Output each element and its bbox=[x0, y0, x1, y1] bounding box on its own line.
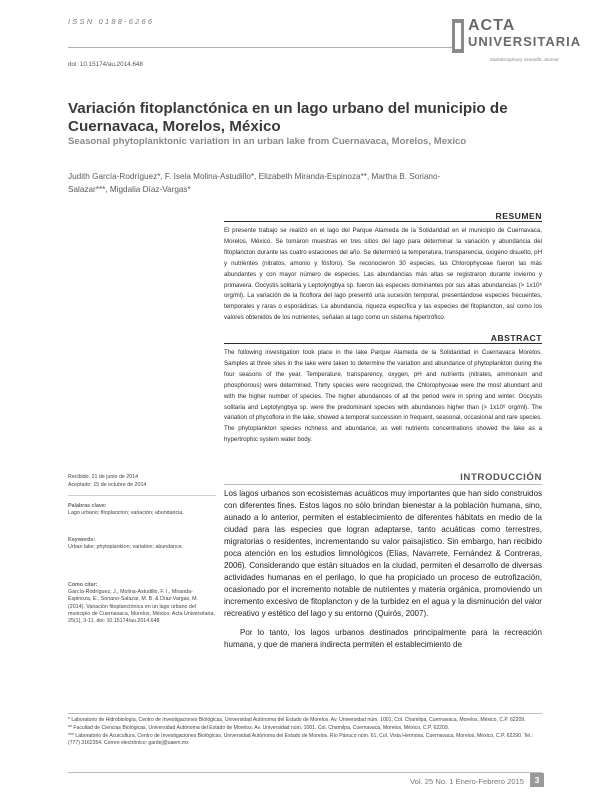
citation-block bbox=[68, 582, 216, 625]
author-list: Judith García-Rodríguez*, F. Isela Molina-Astudillo*, Elizabeth Miranda-Espinoza**, Martha B. Soriano-Salazar***, Migdalia Díaz-Vargas* bbox=[68, 172, 441, 194]
introduccion-heading: INTRODUCCIÓN bbox=[460, 472, 542, 483]
logo-mark-icon bbox=[452, 19, 464, 53]
resumen-rule bbox=[224, 221, 542, 222]
keywords-es-block bbox=[68, 503, 216, 517]
citation-label: Cómo citar: bbox=[68, 582, 98, 588]
footnotes-rule bbox=[68, 713, 542, 714]
keywords-es-label: Palabras clave: bbox=[68, 503, 107, 509]
footnotes bbox=[68, 717, 542, 748]
article-title-english: Seasonal phytoplanktonic variation in an urban lake from Cuernavaca, Morelos, Mexico bbox=[68, 136, 467, 147]
keywords-en-block bbox=[68, 537, 216, 551]
introduccion-rule bbox=[224, 484, 542, 485]
footnote-3: *** Laboratorio de Acuicultura, Centro de Investigaciones Biológicas, Universidad Autónoma del Estado de Morelos. Río Pánuco núm. 61, Col. Vista Hermosa, Cuernavaca, Morelos, México, C.P. 62290. Tel.: (777) 3162354. Correo electrónico: gardej@uaem.mx bbox=[68, 733, 533, 746]
abstract-heading: ABSTRACT bbox=[490, 333, 542, 343]
resumen-text: El presente trabajo se realizó en el lago del Parque Alameda de la Solidaridad en el municipio de Cuernavaca, Morelos, México. Se tomaron muestras en tres sitios del lago para determinar la variación y abundancia del fitoplancton durante las cuatro estaciones del año. Se determinó la temperatura, transparencia, oxígeno disuelto, pH y nutrientes (nitratos, amonio y fósforo). Se reconocieron 30 especies, las Chlorophyceae fueron las más abundantes y con mayor número de especies. Las abundancias más altas se registraron durante invierno y primavera. Oocystis solitaria y Leptolyngbya sp. fueron las especies dominantes por sus altas abundancias (> 1x10⁶ org/ml). La variación de la ficoflora del lago presentó una sucesión temporal, presentándose especies frecuentes, temporales y raras o esporádicas. La abundancia, riqueza específica y las especies del fitoplancton, así como los valores obtenidos de los nutrientes, señalan al lago como un sistema hipertrófico. bbox=[224, 227, 542, 322]
logo-tagline: Multidisciplinary Scientific Journal bbox=[490, 57, 559, 62]
keywords-es: Lago urbano; fitoplancton; variación; abundancia. bbox=[68, 510, 184, 517]
page-number: 3 bbox=[530, 773, 544, 787]
citation: García-Rodríguez, J., Molina-Astudillo, F. I., Miranda-Espinoza, E., Soriano-Salazar, M. B. & Díaz-Vargas, M. (2014). Variación fitoplanctónica en un lago urbano del municipio de Cuernavaca, Morelos, México. Acta Universitaria, 25(1), 3-11. doi: 10.15174/au.2014.648 bbox=[68, 589, 215, 625]
doi: doi: 10.15174/au.2014.648 bbox=[68, 61, 143, 68]
received-date: Recibido: 21 de junio de 2014 bbox=[68, 474, 139, 480]
accepted-date: Aceptado: 15 de octubre de 2014 bbox=[68, 482, 147, 488]
article-title: Variación fitoplanctónica en un lago urbano del municipio de Cuernavaca, Morelos, México bbox=[68, 100, 508, 135]
abstract-text: The following investigation took place in the lake Parque Alameda de la Solidaridad in Cuernavaca Morelos. Samples at three sites in the lake were taken to determine the variation and abundance of phytoplankton during the four seasons of the year. Temperature, transparency, oxygen, pH and nutrients (nitrates, ammonium and phosphorous) were determined. Thirty species were recognized, the Chlorophyceae were the most abundant and with the higher number of species. The higher abundances of all the period were in spring and winter. Oocystis solitaria and Leptolyngbya sp. were the predominant species with abundances higher than (> 1x10⁶ org/ml). The variation of phycoflora in the lake, showed a temporal succession in frequent, seasonal, occasional and rare species. The phytoplankton species richness and abundance, as well nutrients concentrations showed the lake as a hypertrophic system water body. bbox=[224, 349, 542, 444]
introduccion-body bbox=[224, 488, 542, 651]
journal-logo bbox=[452, 17, 582, 75]
resumen-heading: RESUMEN bbox=[495, 211, 542, 221]
footer-rule bbox=[68, 772, 542, 773]
issn: ISSN 0188-6266 bbox=[68, 17, 155, 26]
header-rule bbox=[68, 47, 454, 48]
introduccion-paragraph-2: Por lo tanto, los lagos urbanos destinados principalmente para la recreación humana, y que de manera indirecta permiten el establecimiento de bbox=[224, 627, 542, 649]
sidebar-rule bbox=[68, 495, 216, 496]
keywords-en-label: Keywords: bbox=[68, 537, 96, 543]
abstract-rule bbox=[224, 343, 542, 344]
footnote-2: ** Facultad de Ciencias Biológicas, Universidad Autónoma del Estado de Morelos. Av. Universidad núm. 1001, Col. Chamilpa, Cuernavaca, Morelos, México, C.P. 62209. bbox=[68, 725, 450, 731]
keywords-en: Urban lake; phytoplankton; variation; abundance. bbox=[68, 544, 184, 551]
introduccion-paragraph-1: Los lagos urbanos son ecosistemas acuáticos muy importantes que han sido construidos con diferentes fines. Estos lagos no sólo brindan bienestar a la población humana, sino, aunado a lo anterior, permiten el establecimiento de diferentes hábitats en medio de la ciudad para las especies que logran adaptarse, tanto acuáticas como terrestres, migratorias o residentes, incrementando su valor paisajístico. Sin embargo, han recibido poca atención en los estudios limnológicos (Elías, Navarrete, Fernández & Contreras, 2006). Considerando que están situados en la ciudad, permiten el desarrollo de diversas actividades humanas en el perilago, lo que ha propiciado un proceso de eutrofización, ocasionado por el incremento notable de nutrientes y materia orgánica, promoviendo un incremento excesivo de fitoplancton y de la turbidez en el agua y la disminución del valor recreativo y estético del lago y su entorno (Quirós, 2007). bbox=[224, 489, 542, 619]
logo-text-universitaria: UNIVERSITARIA bbox=[468, 34, 582, 49]
logo-text-acta: ACTA bbox=[468, 17, 516, 34]
journal-issue: Vol. 25 No. 1 Enero-Febrero 2015 bbox=[410, 777, 524, 786]
footnote-1: * Laboratorio de Hidrobiología, Centro de Investigaciones Biológicas, Universidad Autónoma del Estado de Morelos. Av. Universidad núm. 1001, Col. Chamilpa, Cuernavaca, Morelos, México, C.P. 62209. bbox=[68, 717, 526, 723]
